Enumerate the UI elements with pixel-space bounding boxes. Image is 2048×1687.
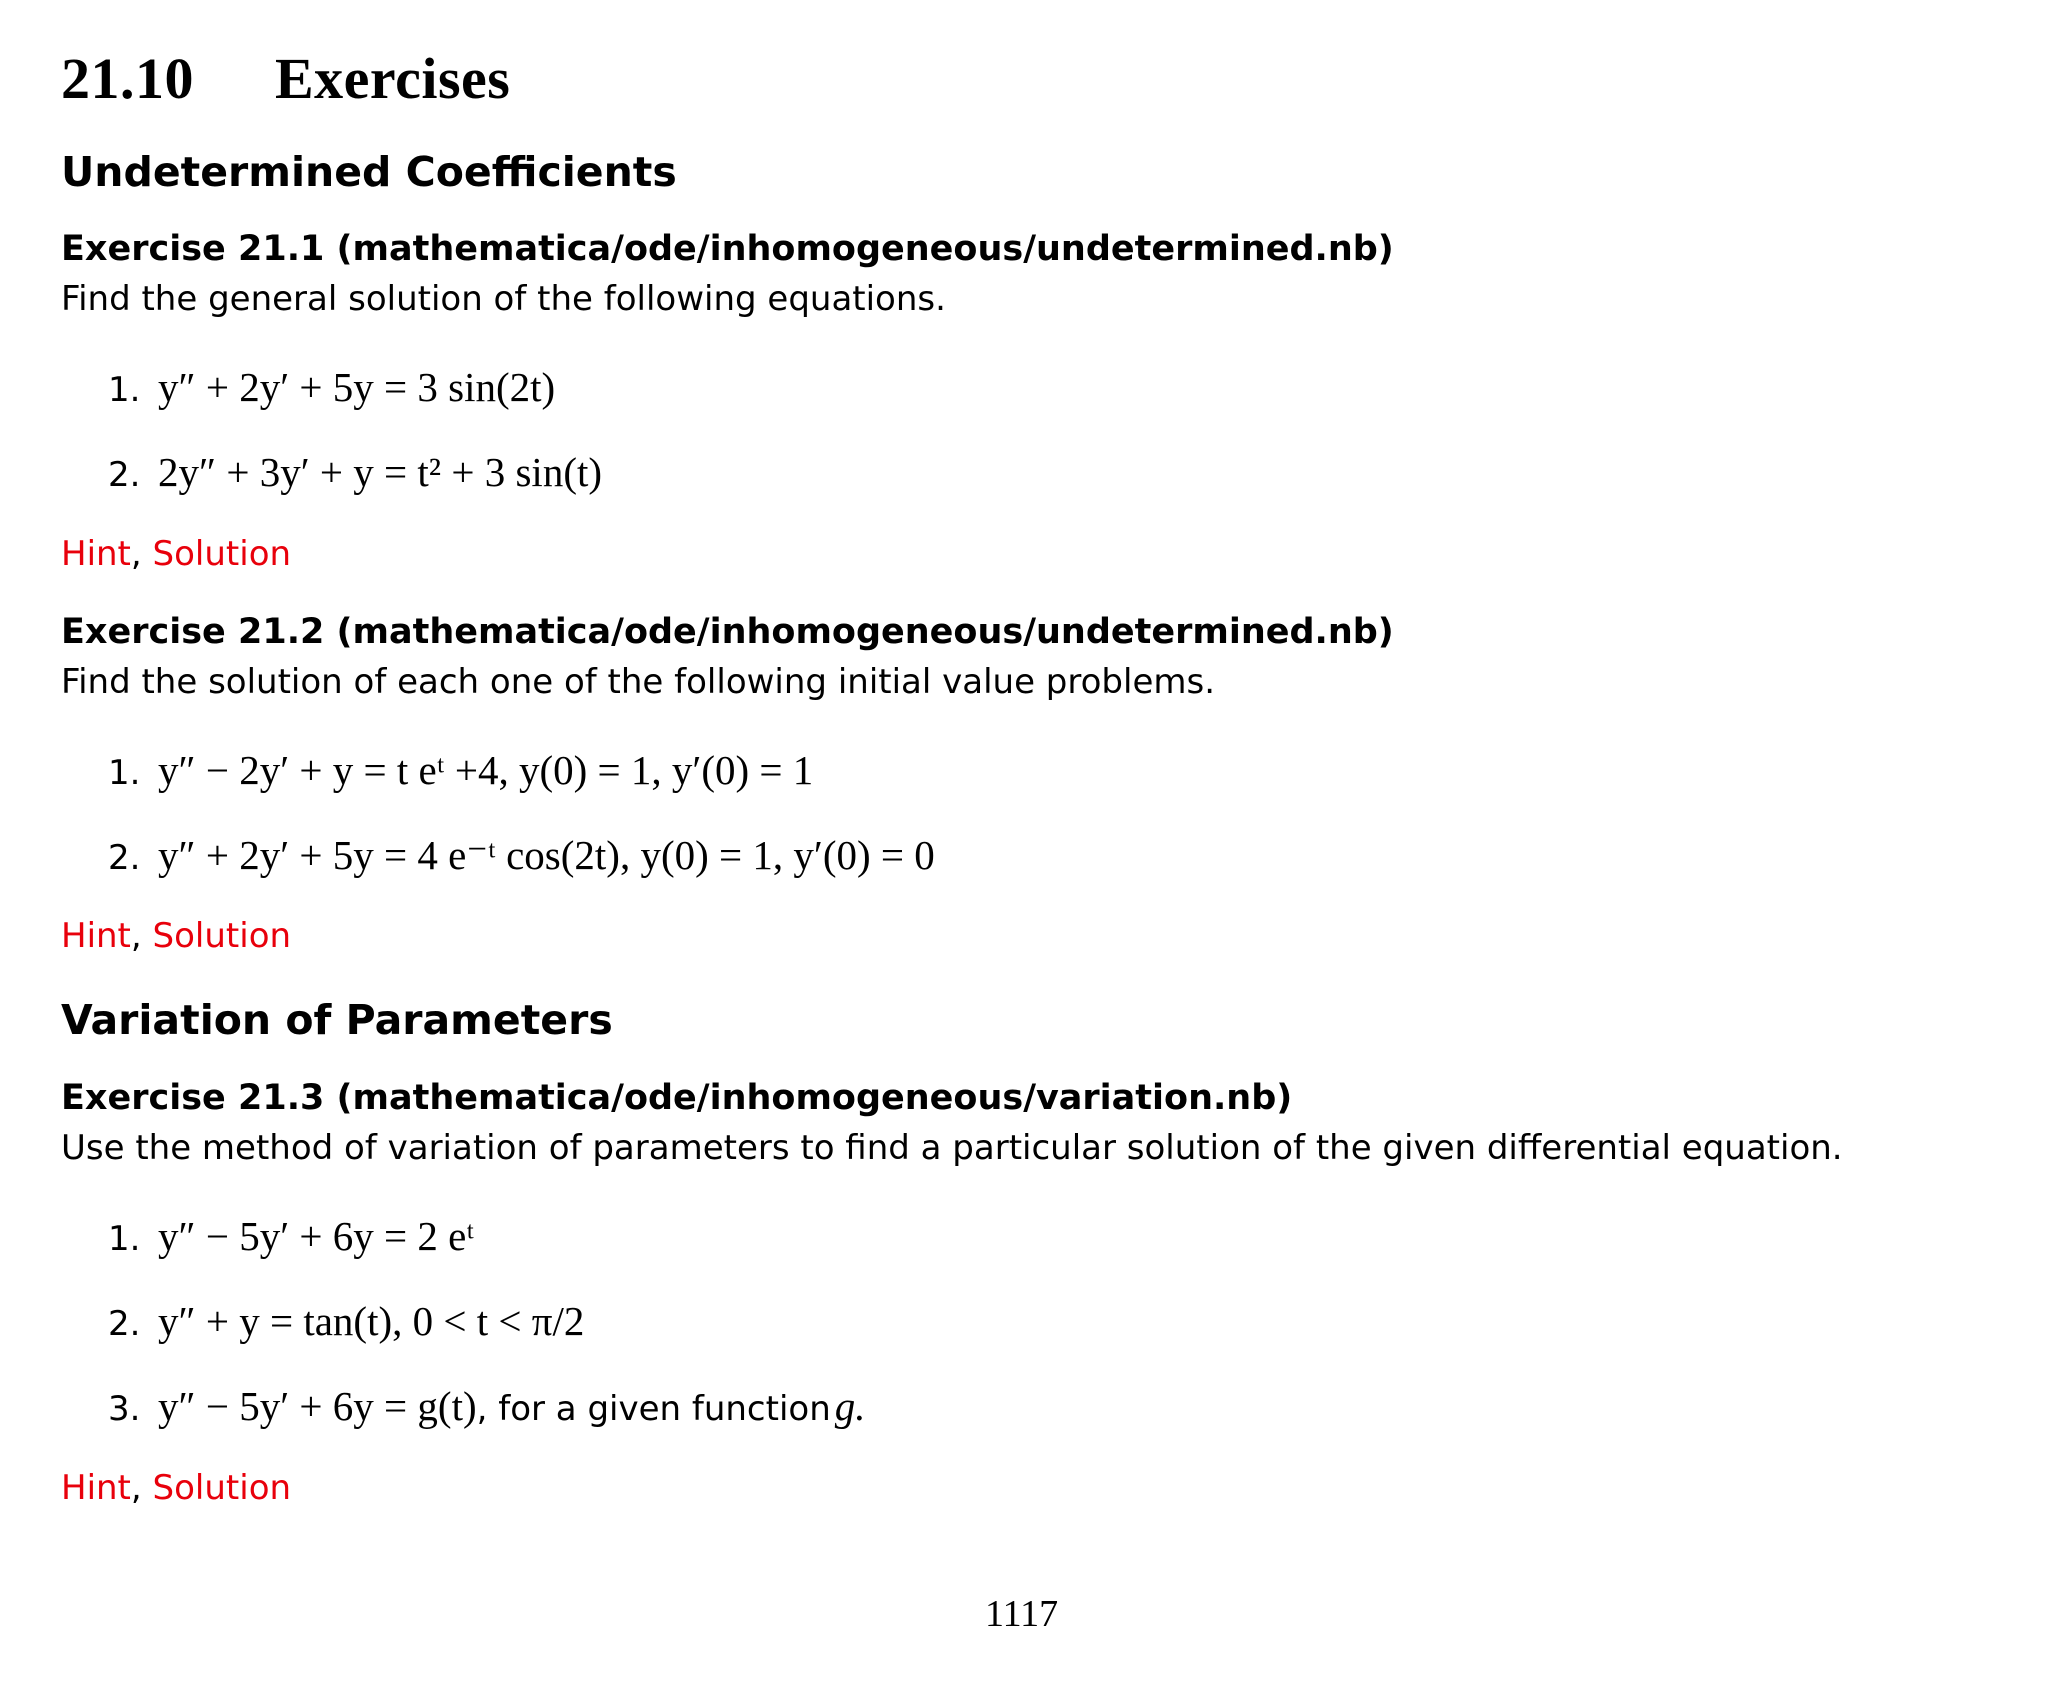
equation: y″ − 5y′ + 6y = 2 eᵗ — [158, 1213, 475, 1259]
equation: y″ − 5y′ + 6y = g(t) — [158, 1383, 477, 1429]
exercise-21-3-item-2 — [108, 1297, 584, 1345]
section-heading: Exercises — [275, 46, 511, 111]
link-separator: , — [130, 534, 142, 574]
exercise-21-1-item-2 — [108, 448, 602, 496]
exercise-21-2-header: Exercise 21.2 (mathematica/ode/inhomogeneous/undetermined.nb) — [61, 612, 1394, 652]
item-number: 2. — [108, 838, 141, 878]
section-number: 21.10 — [61, 46, 194, 111]
exercise-21-1-item-1 — [108, 363, 555, 411]
hint-link[interactable]: Hint — [61, 1468, 131, 1508]
exercise-21-1-header: Exercise 21.1 (mathematica/ode/inhomogeneous/undetermined.nb) — [61, 229, 1394, 269]
equation-suffix: , for a given function — [476, 1389, 831, 1429]
item-number: 1. — [108, 1219, 141, 1259]
exercise-21-3-item-3 — [108, 1382, 866, 1430]
exercise-21-2-item-1 — [108, 746, 813, 794]
item-number: 1. — [108, 753, 141, 793]
item-number: 2. — [108, 1304, 141, 1344]
exercise-21-2-prompt: Find the solution of each one of the following initial value problems. — [61, 662, 1216, 702]
subsection-variation-of-parameters: Variation of Parameters — [61, 996, 613, 1044]
exercise-21-2-links — [61, 916, 291, 956]
equation: 2y″ + 3y′ + y = t² + 3 sin(t) — [158, 449, 603, 495]
solution-link[interactable]: Solution — [152, 1468, 292, 1508]
exercise-21-3-prompt: Use the method of variation of parameters to find a particular solution of the given differential equation. — [61, 1128, 1843, 1168]
function-variable: g. — [834, 1383, 866, 1429]
subsection-undetermined-coefficients: Undetermined Coefficients — [61, 148, 677, 196]
hint-link[interactable]: Hint — [61, 916, 131, 956]
link-separator: , — [130, 1468, 142, 1508]
exercise-21-2-item-2 — [108, 831, 935, 879]
exercise-21-1-links — [61, 534, 291, 574]
equation: y″ + 2y′ + 5y = 4 e⁻ᵗ cos(2t), y(0) = 1, y′(0) = 0 — [158, 832, 935, 878]
exercise-21-3-item-1 — [108, 1212, 474, 1260]
section-title — [61, 45, 510, 112]
page-number: 1117 — [985, 1593, 1059, 1635]
hint-link[interactable]: Hint — [61, 534, 131, 574]
exercise-21-1-prompt: Find the general solution of the following equations. — [61, 279, 946, 319]
solution-link[interactable]: Solution — [152, 916, 292, 956]
item-number: 1. — [108, 370, 141, 410]
equation: y″ + 2y′ + 5y = 3 sin(2t) — [158, 364, 556, 410]
item-number: 2. — [108, 455, 141, 495]
exercise-21-3-links — [61, 1468, 291, 1508]
equation: y″ + y = tan(t), 0 < t < π/2 — [158, 1298, 585, 1344]
link-separator: , — [130, 916, 142, 956]
exercise-21-3-header: Exercise 21.3 (mathematica/ode/inhomogeneous/variation.nb) — [61, 1078, 1293, 1118]
item-number: 3. — [108, 1389, 141, 1429]
equation: y″ − 2y′ + y = t eᵗ +4, y(0) = 1, y′(0) = 1 — [158, 747, 814, 793]
solution-link[interactable]: Solution — [152, 534, 292, 574]
